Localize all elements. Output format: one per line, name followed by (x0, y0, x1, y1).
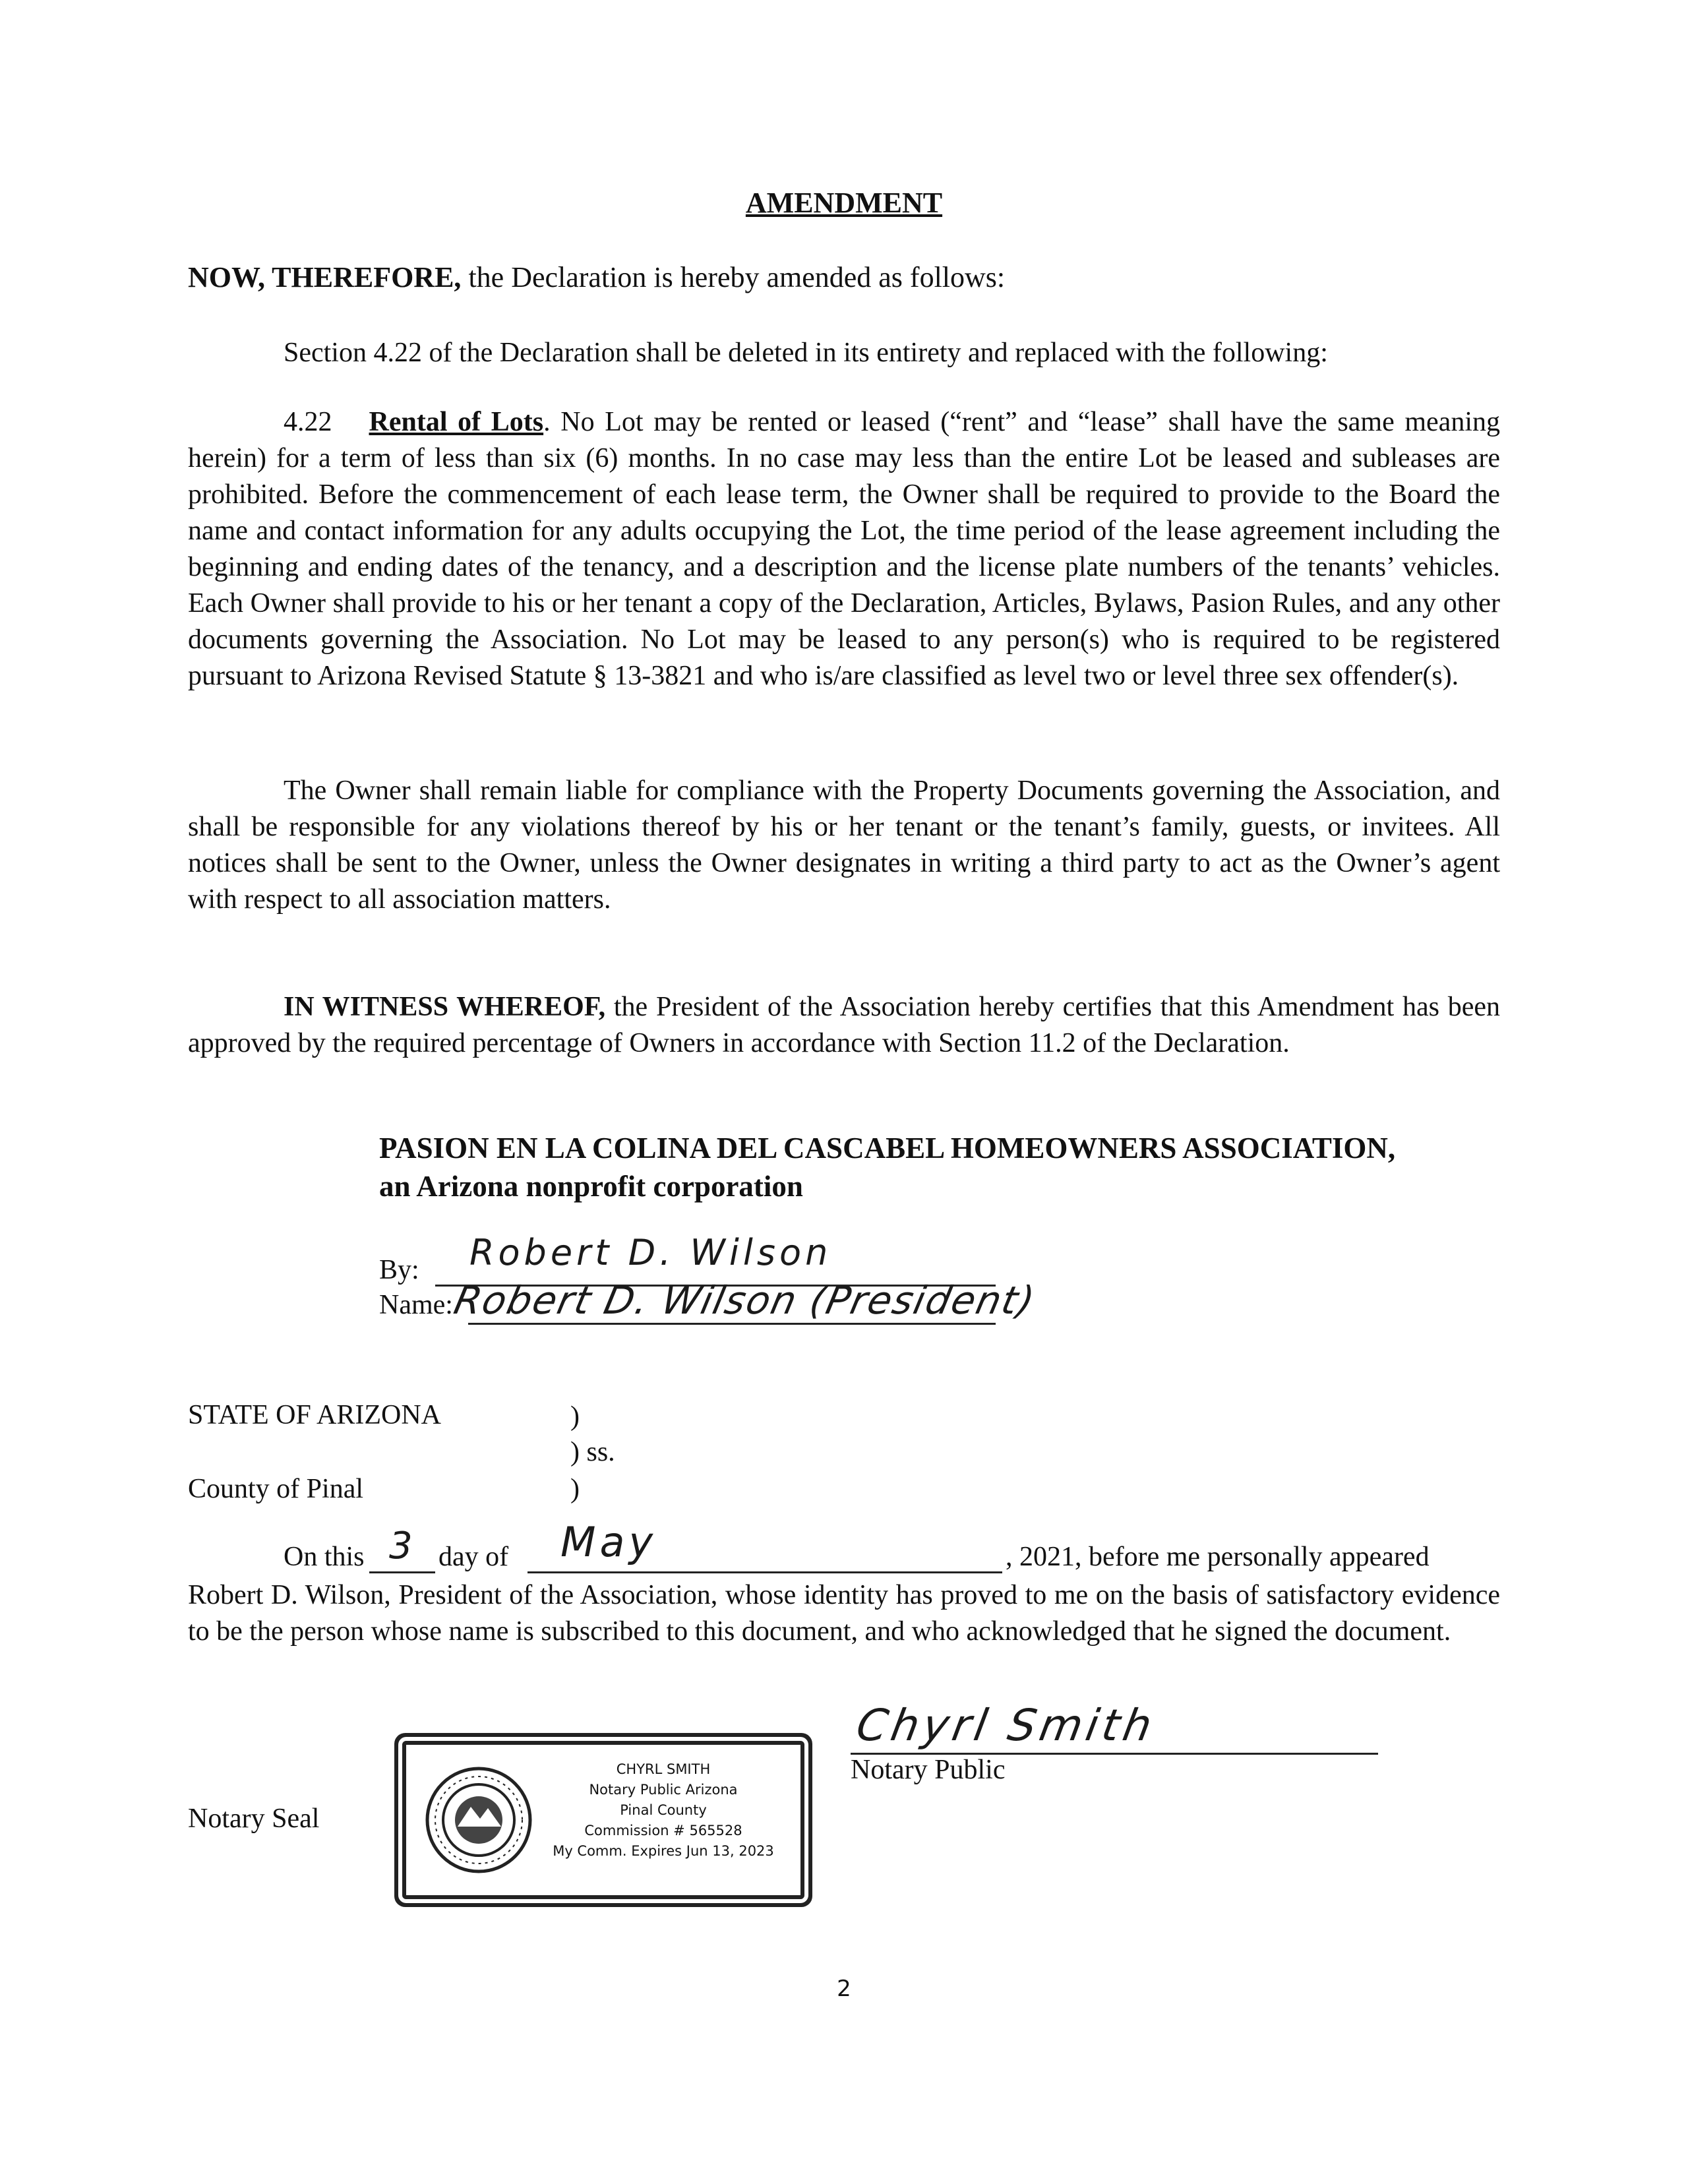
venue-ss: ) ss. (570, 1437, 615, 1467)
name-signature-line (468, 1323, 996, 1325)
witness-paragraph (188, 989, 1500, 1062)
venue-paren-3: ) (570, 1474, 580, 1504)
venue-state: STATE OF ARIZONA (188, 1400, 441, 1430)
seal-line-commission: Commission # 565528 (584, 1823, 742, 1838)
intro-bold: NOW, THEREFORE, (188, 261, 462, 293)
section-title: Rental of Lots (369, 407, 544, 437)
notary-signature: Chyrl Smith (853, 1700, 1160, 1751)
ack-month-line (528, 1571, 1002, 1573)
section-422-paragraph (188, 404, 1500, 694)
by-signature: Robert D. Wilson (469, 1232, 832, 1273)
seal-line-county: Pinal County (620, 1802, 707, 1818)
seal-line-title: Notary Public Arizona (589, 1782, 738, 1798)
notary-seal-label: Notary Seal (188, 1804, 320, 1834)
by-label: By: (379, 1255, 419, 1285)
owner-liability-paragraph: The Owner shall remain liable for compliance with the Property Documents governing the Association, and shall be responsible for any violations thereof by his or her tenant or the tenant’s family, guests, or invitees. All notices shall be sent to the Owner, unless the Owner designates in writing a third party to act as the Owner’s agent with respect to all association matters. (188, 775, 1500, 915)
seal-line-name: CHYRL SMITH (616, 1761, 711, 1777)
venue-paren-1: ) (570, 1401, 580, 1432)
ack-month: May (560, 1518, 657, 1566)
witness-bold: IN WITNESS WHEREOF, (284, 992, 606, 1022)
section-note: Section 4.22 of the Declaration shall be deleted in its entirety and replaced with the following: (284, 338, 1328, 368)
name-signature: Robert D. Wilson (President) (450, 1278, 1040, 1323)
page-title: AMENDMENT (745, 187, 943, 219)
state-seal-icon (419, 1761, 538, 1879)
association-type: an Arizona nonprofit corporation (379, 1170, 803, 1203)
witness-text: the President of the Association hereby certifies that this Amendment has been approved by the required percentage of Owners in accordance with Section 11.2 of the Declaration. (188, 992, 1501, 1058)
ack-body: Robert D. Wilson, President of the Association, whose identity has proved to me on the basis of satisfactory evidence to be the person whose name is subscribed to this document, and who acknowledged that he signed the document. (188, 1580, 1500, 1647)
ack-year-text: , 2021, before me personally appeared (1006, 1542, 1430, 1572)
section-body: . No Lot may be rented or leased (“rent” and “lease” shall have the same meaning herein) for a term of less than six (6) months. In no case may less than the entire Lot be leased and subleases are prohibited. Before the commencement of each lease term, the Owner shall be required to provide to the Board the name and contact information for any adults occupying the Lot, the time period of the lease agreement including the beginning and ending dates of the tenancy, and a description and the license plate numbers of the tenants’ vehicles. Each Owner shall provide to his or her tenant a copy of the Declaration, Articles, Bylaws, Pasion Rules, and any other documents governing the Association. No Lot may be leased to any person(s) who is required to be registered pursuant to Arizona Revised Statute § 13-3821 and who is/are classified as level two or level three sex offender(s). (188, 407, 1500, 691)
seal-line-expiry: My Comm. Expires Jun 13, 2023 (553, 1843, 774, 1859)
name-label: Name: (379, 1290, 453, 1320)
notary-seal (402, 1741, 804, 1899)
notary-public-label: Notary Public (851, 1755, 1006, 1785)
intro-paragraph (188, 259, 1500, 295)
seal-text (525, 1759, 802, 1862)
ack-day: 3 (389, 1525, 417, 1567)
intro-text: the Declaration is hereby amended as follows: (461, 261, 1006, 293)
association-name: PASION EN LA COLINA DEL CASCABEL HOMEOWNERS ASSOCIATION, (379, 1132, 1396, 1165)
ack-on-this: On this (284, 1542, 365, 1572)
association-block (379, 1129, 1540, 1205)
section-number: 4.22 (284, 407, 332, 437)
ack-day-line (369, 1571, 435, 1573)
page-number: 2 (837, 1976, 851, 2002)
venue-county: County of Pinal (188, 1474, 364, 1504)
ack-day-of: day of (438, 1542, 509, 1572)
